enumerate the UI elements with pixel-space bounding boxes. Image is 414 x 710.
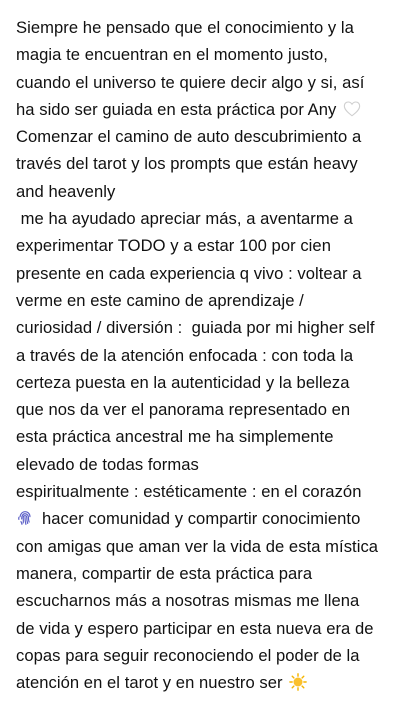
note-line: Comenzar el camino de auto descubrimiento a [16,127,362,147]
note-line-text: hacer comunidad y compartir conocimiento [42,509,361,529]
note-line: presente en cada experiencia q vivo : voltear a [16,263,362,283]
note-line [16,669,408,696]
note-line [16,96,408,123]
note-line: verme en este camino de aprendizaje / [16,290,304,310]
note-line: experimentar TODO y a estar 100 por cien [16,236,331,256]
sun-icon [289,673,307,691]
note-line-text: ha sido ser guiada en esta práctica por Any [16,99,337,119]
note-line-text: atención en el tarot y en nuestro ser [16,673,283,693]
note-line: copas para seguir reconociendo el poder de la [16,645,360,665]
note-line: curiosidad / diversión : guiada por mi higher self [16,318,375,338]
note-line: magia te encuentran en el momento justo, [16,45,328,65]
note-line: esta práctica ancestral me ha simplemente [16,427,334,447]
note-line: cuando el universo te quiere decir algo y si, así [16,72,365,92]
note-line: través del tarot y los prompts que están heavy [16,154,358,174]
note-line: certeza puesta en la autenticidad y la belleza [16,372,350,392]
note-text [16,14,408,696]
note-line: a través de la atención enfocada : con toda la [16,345,354,365]
white-heart-icon [343,100,361,118]
note-line: Siempre he pensado que el conocimiento y la [16,18,354,37]
note-line: que nos da ver el panorama representado en [16,400,351,420]
note-line: espiritualmente : estéticamente : en el corazón [16,482,362,502]
note-line: and heavenly [16,181,116,201]
note-line [16,505,408,532]
note-line: elevado de todas formas [16,454,199,474]
note-line: de vida y espero participar en esta nueva era de [16,618,374,638]
note-line: escucharnos más a nosotras mismas me llena [16,591,360,611]
note-line: me ha ayudado apreciar más, a aventarme a [16,209,353,229]
note-line: manera, compartir de esta práctica para [16,563,313,583]
fingerprint-icon [16,509,34,527]
note-line: con amigas que aman ver la vida de esta mística [16,536,379,556]
